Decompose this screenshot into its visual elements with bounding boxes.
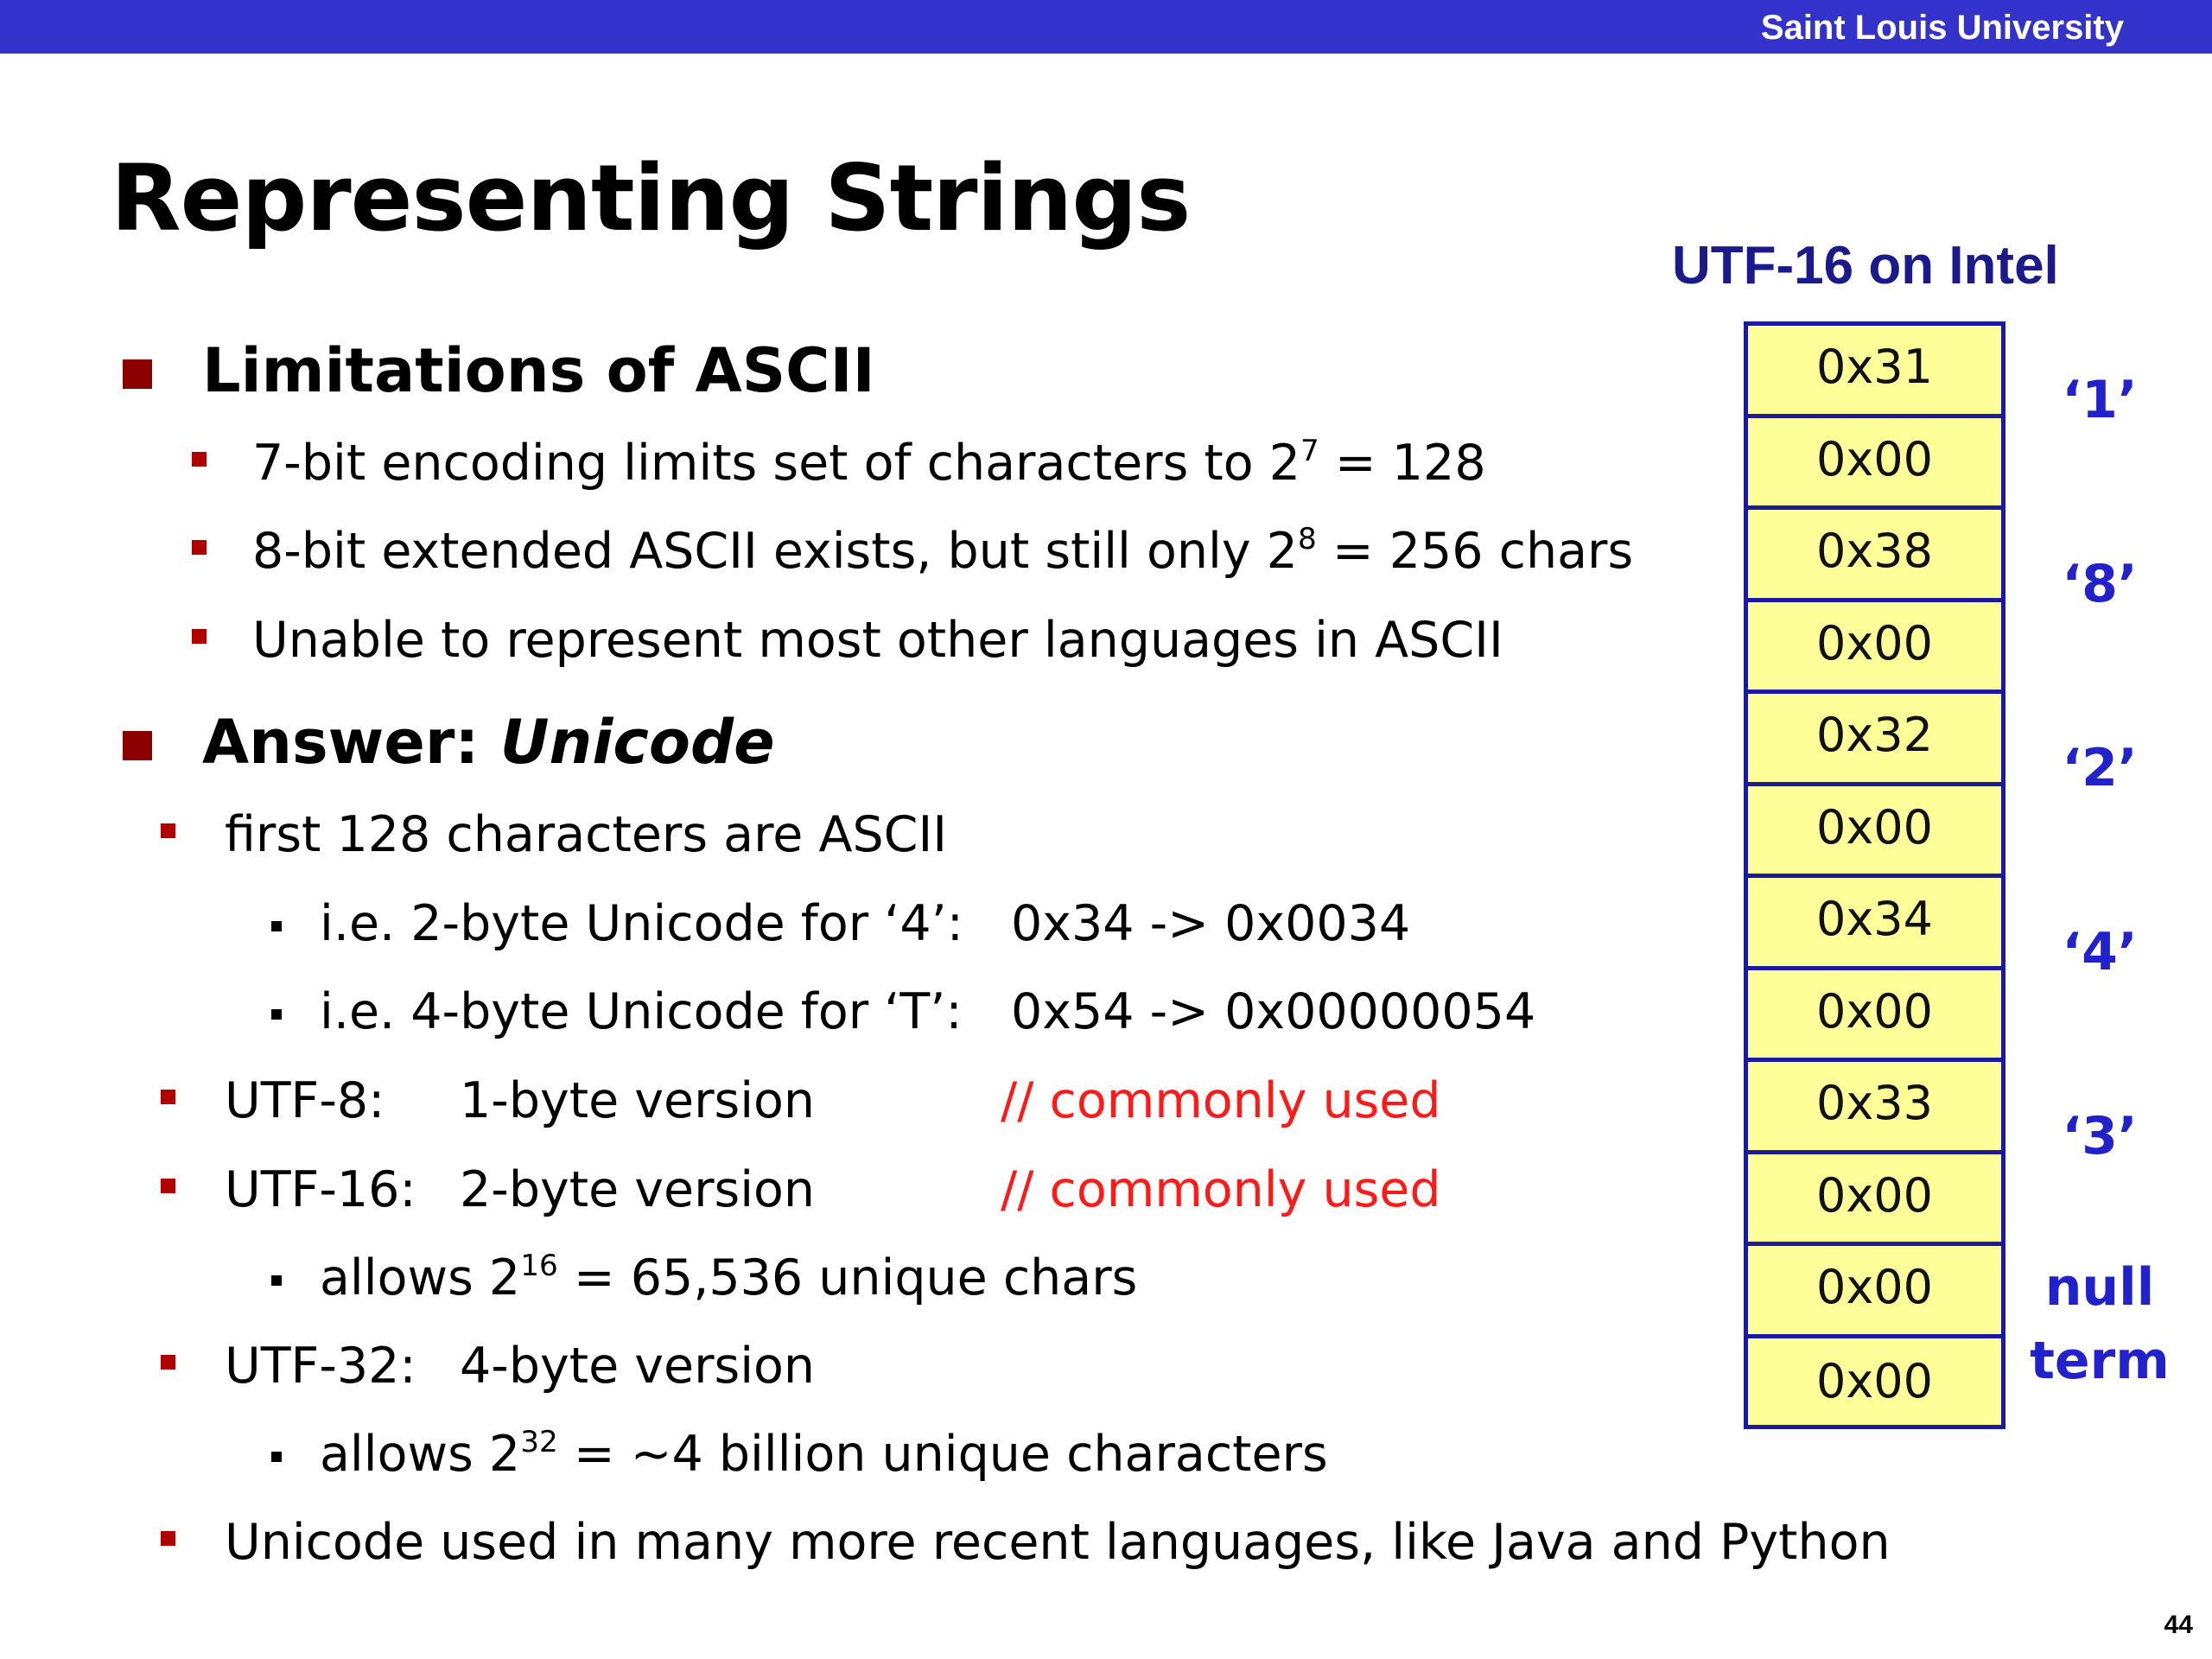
memory-cell: 0x34	[1748, 878, 2001, 970]
text: allows 2	[320, 1249, 521, 1306]
utf16-allows	[320, 1249, 1137, 1306]
text: 7-bit encoding limits set of characters to 2	[252, 435, 1301, 492]
bullet-unable: Unable to represent most other languages in ASCII	[252, 612, 1503, 669]
superscript: 7	[1300, 433, 1319, 468]
bullet-2byte-value: 0x34 -> 0x0034	[1011, 895, 1411, 952]
bullet-square-icon	[192, 452, 207, 467]
utf32-desc: 4-byte version	[460, 1338, 816, 1395]
org-name: Saint Louis University	[1760, 9, 2124, 47]
utf16-desc: 2-byte version	[460, 1161, 816, 1218]
char-label-1: ‘1’	[2062, 370, 2138, 430]
char-label-8: ‘8’	[2062, 554, 2138, 614]
memory-cell: 0x00	[1748, 418, 2001, 511]
bullet-4byte-value: 0x54 -> 0x00000054	[1011, 983, 1536, 1040]
text: = 256 chars	[1316, 523, 1634, 580]
bullet-first128: first 128 characters are ASCII	[225, 806, 948, 863]
memory-cell: 0x00	[1748, 1246, 2001, 1338]
bullet-square-icon	[192, 540, 207, 555]
memory-title: UTF-16 on Intel	[1672, 236, 2059, 296]
bullet-square-icon	[161, 1179, 175, 1193]
superscript: 8	[1297, 521, 1317, 556]
superscript: 32	[520, 1424, 558, 1459]
memory-cell: 0x00	[1748, 602, 2001, 695]
memory-diagram	[1744, 321, 2005, 1429]
memory-cell: 0x31	[1748, 326, 2001, 418]
bullet-limitations: Limitations of ASCII	[202, 335, 875, 406]
bullet-square-icon	[161, 823, 175, 838]
term-label: term	[2030, 1331, 2170, 1391]
null-label: null	[2044, 1257, 2155, 1318]
utf32-allows	[320, 1426, 1328, 1483]
char-label-2: ‘2’	[2062, 738, 2138, 798]
bullet-square-icon	[192, 629, 207, 644]
bullet-answer	[202, 707, 775, 778]
bullet-4byte-example: i.e. 4-byte Unicode for ‘T’:	[320, 983, 963, 1040]
header-bar	[0, 0, 2212, 54]
bullet-square-icon	[123, 731, 152, 760]
bullet-square-icon	[123, 359, 152, 389]
memory-cell: 0x00	[1748, 1154, 2001, 1247]
memory-cell: 0x38	[1748, 510, 2001, 602]
text: = ~4 billion unique characters	[557, 1426, 1328, 1483]
bullet-square-icon	[271, 1452, 282, 1462]
text: Answer:	[202, 707, 500, 778]
utf32-label: UTF-32:	[225, 1338, 416, 1395]
memory-cell: 0x00	[1748, 786, 2001, 879]
bullet-7bit	[252, 435, 1486, 492]
bullet-8bit	[252, 523, 1633, 580]
utf8-comment: // commonly used	[1001, 1072, 1441, 1129]
bullet-square-icon	[271, 1009, 282, 1020]
memory-cell: 0x00	[1815, 1354, 1934, 1409]
bullet-unicode-languages: Unicode used in many more recent languages, like Java and Python	[225, 1514, 1891, 1571]
bullet-square-icon	[161, 1531, 175, 1546]
char-label-3: ‘3’	[2062, 1106, 2138, 1166]
bullet-square-icon	[271, 1275, 282, 1286]
text: 8-bit extended ASCII exists, but still only 2	[252, 523, 1298, 580]
bullet-square-icon	[161, 1355, 175, 1370]
text: = 65,536 unique chars	[557, 1249, 1138, 1306]
slide-title: Representing Strings	[111, 145, 1191, 251]
text: = 128	[1319, 435, 1486, 492]
page-number: 44	[2164, 1611, 2193, 1639]
memory-cell: 0x33	[1748, 1062, 2001, 1154]
memory-cell: 0x32	[1748, 694, 2001, 786]
utf8-label: UTF-8:	[225, 1072, 385, 1129]
superscript: 16	[520, 1248, 558, 1283]
bullet-2byte-example: i.e. 2-byte Unicode for ‘4’:	[320, 895, 964, 952]
char-label-4: ‘4’	[2062, 922, 2138, 982]
bullet-square-icon	[161, 1090, 175, 1104]
bullet-square-icon	[271, 921, 282, 931]
memory-cell: 0x00	[1748, 970, 2001, 1063]
utf16-label: UTF-16:	[225, 1161, 416, 1218]
text: allows 2	[320, 1426, 521, 1483]
utf8-desc: 1-byte version	[460, 1072, 816, 1129]
utf16-comment: // commonly used	[1001, 1161, 1441, 1218]
unicode-emphasis: Unicode	[499, 707, 775, 778]
